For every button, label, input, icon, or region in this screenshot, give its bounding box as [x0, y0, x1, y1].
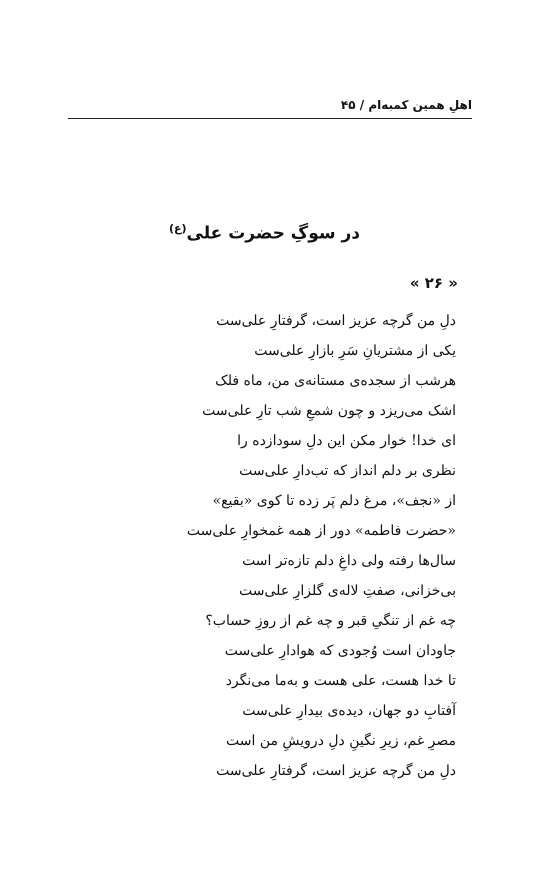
poem-number: « ۲۶ »	[409, 274, 458, 292]
poem-line: بی‌خزانی، صفتِ لاله‌ی گلزارِ علی‌ست	[239, 583, 456, 599]
poem-line: دلِ من گرچه عزیز است، گرفتارِ علی‌ست	[216, 763, 456, 779]
poem-line: مصرِ غم، زیرِ نگینِ دلِ درویشِ من است	[226, 733, 456, 749]
poem-line: نظری بر دلم انداز که تب‌دارِ علی‌ست	[239, 463, 456, 479]
running-title: اهلِ همین کمبه‌ام / ۴۵	[340, 98, 472, 112]
poem-line: جاودان است وُجودی که هوادارِ علی‌ست	[224, 643, 456, 659]
poem-line: «حضرت فاطمه» دور از همه غمخوارِ علی‌ست	[186, 523, 456, 539]
poem-line: ای خدا! خوار مکن این دلِ سودازده را	[237, 433, 456, 449]
poem-line: یکی از مشتریانِ سَرِ بازارِ علی‌ست	[254, 343, 456, 359]
poem-title-text: در سوگِ حضرت علی	[186, 223, 360, 244]
poem-line: دلِ من گرچه عزیز است، گرفتارِ علی‌ست	[216, 313, 456, 329]
running-header	[68, 94, 472, 119]
poem-line: هرشب از سجده‌ی مستانه‌ی من، ماه فلک	[215, 373, 456, 389]
poem-title	[120, 222, 360, 244]
poem-line: تا خدا هست، علی هست و به‌ما می‌نگرد	[225, 673, 456, 689]
poem-line: از «نجف»، مرغ دلم پَر زده تا کوی «بقیع»	[212, 493, 456, 509]
poem-line: اشک می‌ریزد و چون شمعِ شب تارِ علی‌ست	[202, 403, 456, 419]
poem-title-honorific: (ع)	[168, 222, 187, 235]
poem-line: آفتابِ دو جهان، دیده‌ی بیدارِ علی‌ست	[242, 703, 456, 719]
poem-body	[150, 306, 456, 786]
poem-line: سال‌ها رفته ولی داغِ دلم تازه‌تر است	[242, 553, 456, 569]
poem-line: چه غم از تنگیِ قبر و چه غم از روزِ حساب؟	[205, 613, 456, 629]
